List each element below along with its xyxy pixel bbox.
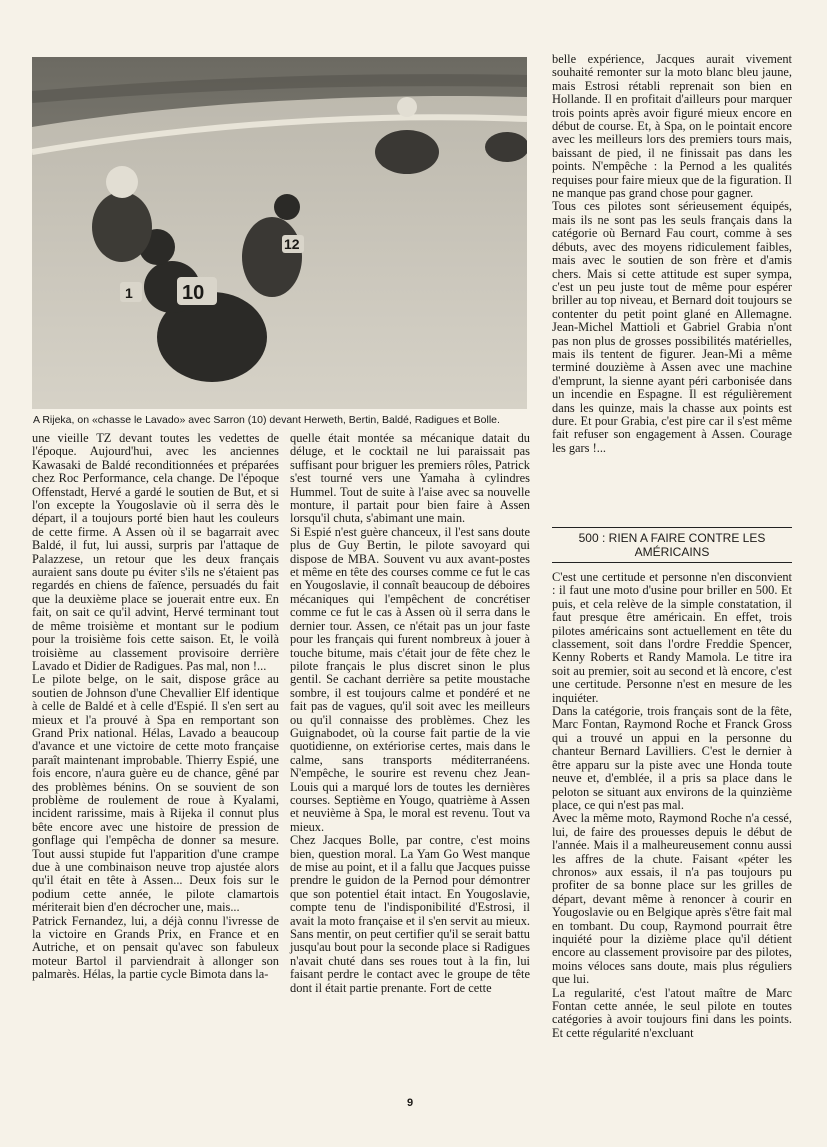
photo-caption: A Rijeka, on «chasse le Lavado» avec Sarron (10) devant Herweth, Bertin, Baldé, Radigues et Bolle. [33,414,500,426]
column-2 [290,432,530,995]
column-1 [32,432,279,982]
paragraph: Le pilote belge, on le sait, dispose grâce au soutien de Johnson d'une Chevallier Elf identique à celle de Baldé et à celle d'Espié. Il s'en sert au mieux et l'a prouvé à Spa en remportant son Grand Prix national. Hélas, Lavado a beaucoup d'avance et une victoire de cette moto française paraît maintenant improbable. Thierry Espié, une fois encore, n'aura guère eu de chance, gêné par des problèmes bénins. On se souvient de son problème de roulement de roue à Kyalami, incident rarissime, mais à Rijeka il connut plus bête encore avec une histoire de pression de gonflage qui l'empêcha de donner sa mesure. Tout aussi stupide fut l'apparition d'une crampe due à une combinaison neuve trop ajustée alors qu'il était en tête à Assen... Deux fois sur le podium cette année, le pilote clamartois mériterait bien d'en décrocher une, mais... [32,672,279,915]
paragraph: C'est une certitude et personne n'en disconvient : il faut une moto d'usine pour briller en 500. Et puis, et cela relève de la simple constatation, il faut presque être américain. En effet, trois pilotes américains sont actuellement en tête du classement, soit dans l'ordre Freddie Spencer, Kenny Roberts et Randy Mamola. Le titre ira soit au premier, soit au second et là encore, c'est une certitude. Personne n'est en mesure de les inquiéter. [552,570,792,705]
paragraph: belle expérience, Jacques aurait vivement souhaité remonter sur la moto blanc bleu jaune, mais Estrosi rétabli reprenait son bien en Hollande. Il en profitait d'ailleurs pour marquer trois points après avoir figuré mieux encore en début de course. Et, à Spa, on le pointait encore avec les meilleurs lors des premiers tours mais, baissant de pied, il ne finissait pas dans les points. N'empêche : la Pernod a les qualités requises pour faire mieux que de la figuration. Il ne manque pas grand chose pour gagner. [552,52,792,201]
column-3-bottom [552,571,792,1040]
page-number: 9 [406,1097,414,1109]
rider-number-mid: 12 [284,236,300,252]
paragraph: Avec la même moto, Raymond Roche n'a cessé, lui, de faire des prouesses depuis le début de l'année. Mais il a malheureusement connu aussi les affres de la chute. Faisant «péter les chronos» aux essais, il n'a pas toujours pu profiter de sa bonne place sur les grilles de départ, devant même à renoncer à courir en Yougoslavie ou en Belgique après s'être fait mal en tombant. Du coup, Raymond pourrait être inquiété pour la dizième place qu'il détient encore au classement provisoire par des pilotes, moins véloces sans doute, mais plus réguliers que lui. [552,811,792,987]
paragraph: Dans la catégorie, trois français sont de la fête, Marc Fontan, Raymond Roche et Franck Gross qui a trouvé un appui en la personne du chanteur Bernard Lavilliers. C'est le dernier à être apparu sur la piste avec une Honda toute neuve et, d'emblée, il a pris sa place dans le peloton se situant aux environs de la quinzième place, ce qui n'est pas mal. [552,704,792,812]
column-3-top [552,53,792,455]
race-photo [32,57,527,409]
paragraph: Si Espié n'est guère chanceux, il l'est sans doute plus de Guy Bertin, le pilote savoyard qui dispose de MBA. Souvent vu aux avant-postes et même en tête des courses comme ce fut le cas en Yougoslavie, il connaît beaucoup de déboires mécaniques qui l'empêchent de concrétiser comme ce fut le cas à Assen où il serra dans le dernier tour. Assen, ce n'était pas un jour faste pour les français qui furent nombreux à jouer à touche bitume, mais c'était jour de fête chez le pilote français le plus discret sinon le plus gentil. Se cachant derrière sa petite moustache sombre, il est toujours calme et pondéré et ne fait pas de vagues, qu'il soit avec les meilleurs ou qu'il connaisse des problèmes. Chez les Guignabodet, où la course fait partie de la vie quotidienne, on extériorise certes, mais dans le calme, sans transports méditerranéens. N'empêche, le sourire est revenu chez Jean-Louis qui a marqué lors de toutes les dernières courses. Septième en Yougo, quatrième à Assen et neuvième à Spa, le moral est revenu. Tout va mieux. [290,524,530,834]
paragraph: Tous ces pilotes sont sérieusement équipés, mais ils ne sont pas les seuls français dans la catégorie où Bernard Fau court, comme à ses débuts, avec des moyens ridiculement faibles, mais avec le soutien de son frère et d'amis chers. Mais si cette attitude est super sympa, c'est un peu juste tout de même pour espérer briller au top niveau, et Bernard doit toujours se contenter du petit point glané en Allemagne. Jean-Michel Mattioli et Gabriel Grabia n'ont pas non plus de grosses possibilités matérielles, mais ils tentent de figurer. Jean-Mi a même terminé douzième à Assen avec une machine d'emprunt, la sienne ayant péri carbonisée dans un incendie en Espagne. Il est régulièrement dans les quinze, mais la chasse aux points est dure. Et pour Grabia, c'est pire car il s'est même fait refuser son engagement à Assen. Courage les gars !... [552,199,792,455]
paragraph: une vieille TZ devant toutes les vedettes de l'époque. Aujourd'hui, avec les anciennes Kawasaki de Baldé reconditionnées et préparées chez Roc Performance, cela change. De l'époque Offenstadt, Hervé a gardé le soutien de But, et si l'on excepte la Yougoslavie où il serra dès le départ, il a toujours porté bien haut les couleurs de cette firme. A Assen où il se bagarrait avec Baldé, il fut, lui aussi, surpris par l'attaque de Palazzese, un retour que les deux français auraient sans doute pu éviter s'ils ne s'étaient pas regardés en chiens de faïence, persuadés du fait que la deuxième place se jouerait entre eux. En fait, on sait ce qu'il advint, Hervé terminant tout de même troisième et montant sur le podium pour la troisième fois cette saison. Et, le voilà troisième au classement provisoire derrière Lavado et Didier de Radigues. Pas mal, non !... [32,431,279,673]
section-heading: 500 : RIEN A FAIRE CONTRE LES AMÉRICAINS [552,527,792,563]
paragraph: Patrick Fernandez, lui, a déjà connu l'ivresse de la victoire en Grands Prix, en France et en Autriche, et on pensait qu'avec son fabuleux moteur Bartol il parviendrait à allonger son palmarès. Hélas, la partie cycle Bimota dans la- [32,913,279,982]
paragraph: La regularité, c'est l'atout maître de Marc Fontan cette année, le seul pilote en toutes catégories à avoir toujours fini dans les points. Et cette régularité n'excluant [552,985,792,1040]
rider-number-left: 1 [125,285,133,301]
race-photo-illustration [32,57,527,409]
rider-number-front: 10 [182,282,205,304]
paragraph: quelle était montée sa mécanique datait du déluge, et le cocktail ne lui paraissait pas suffisant pour briguer les premiers rôles, Patrick s'est tourné vers une Yamaha à cylindres Hummel. Tout de suite à l'aise avec sa nouvelle monture, il partait pour bien faire à Assen lorsqu'il chuta, s'abimant une main. [290,431,530,526]
paragraph: Chez Jacques Bolle, par contre, c'est moins bien, question moral. La Yam Go West manque de mise au point, et il a fallu que Jacques puisse prendre le guidon de la Pernod pour démontrer que son potentiel était intact. En Yougoslavie, compte tenu de l'indisponibilité d'Estrosi, il avait la moto française et il s'en servit au mieux. Sans mentir, on peut certifier qu'il se serait battu jusqu'au bout pour la seconde place si Radigues n'avait chuté dans ses roues tout à la fin, lui faisant perdre le contact avec le groupe de tête dont il était partie prenante. Fort de cette [290,833,530,995]
